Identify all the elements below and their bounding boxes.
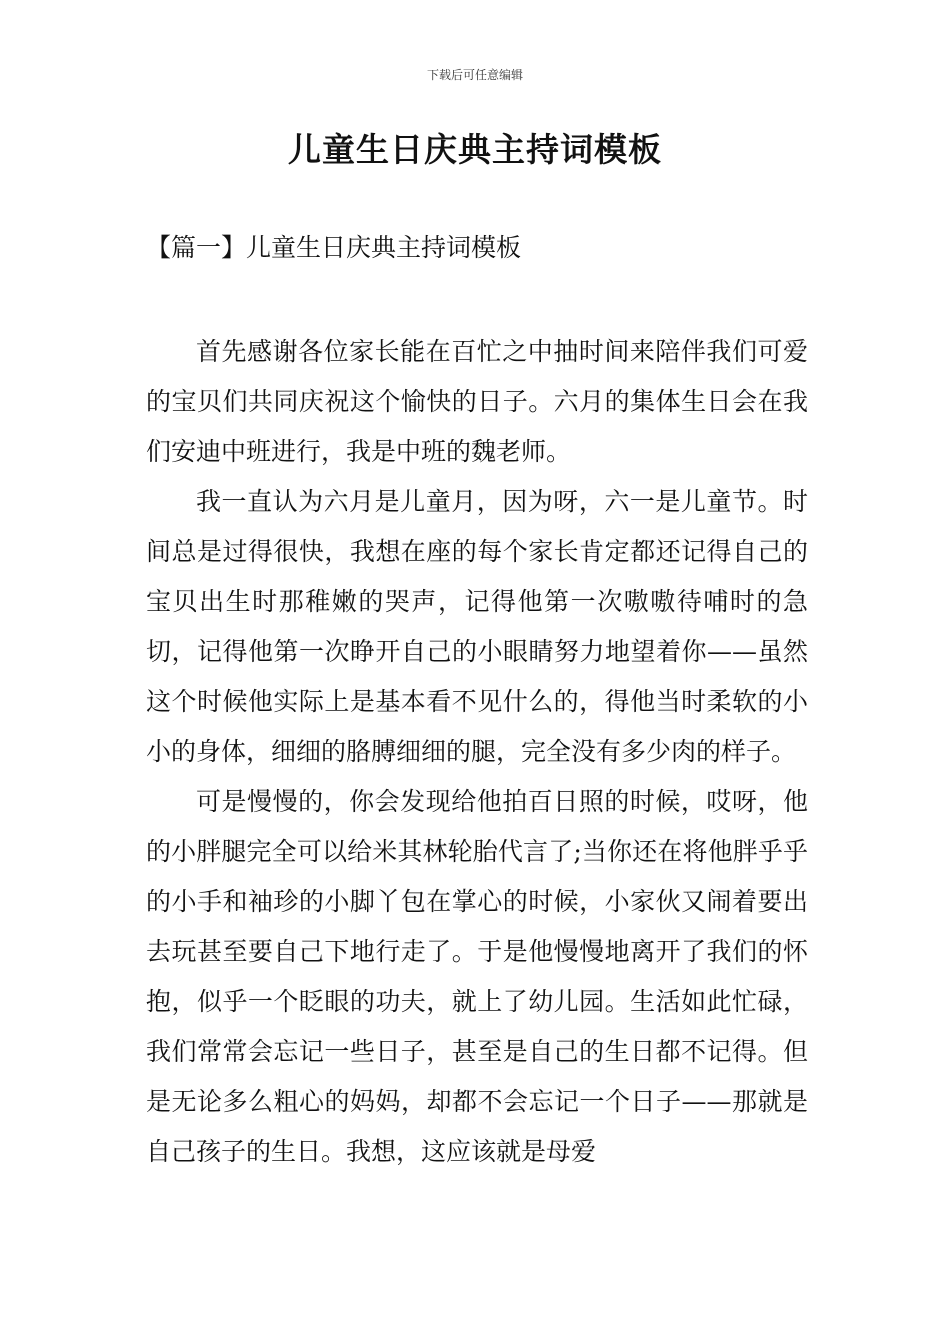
document-title: 儿童生日庆典主持词模板	[288, 130, 662, 169]
document-body	[146, 327, 808, 1177]
paragraph: 首先感谢各位家长能在百忙之中抽时间来陪伴我们可爱的宝贝们共同庆祝这个愉快的日子。六月的集体生日会在我们安迪中班进行，我是中班的魏老师。	[146, 337, 808, 466]
section-heading: 【篇一】儿童生日庆典主持词模板	[146, 233, 522, 262]
paragraph: 我一直认为六月是儿童月，因为呀，六一是儿童节。时间总是过得很快，我想在座的每个家长肯定都还记得自己的宝贝出生时那稚嫩的哭声，记得他第一次嗷嗷待哺时的急切，记得他第一次睁开自己的小眼睛努力地望着你——虽然这个时候他实际上是基本看不见什么的，得他当时柔软的小小的身体，细细的胳膊细细的腿，完全没有多少肉的样子。	[146, 487, 808, 766]
header-note: 下载后可任意编辑	[426, 68, 523, 82]
paragraph: 可是慢慢的，你会发现给他拍百日照的时候，哎呀，他的小胖腿完全可以给米其林轮胎代言了;当你还在将他胖乎乎的小手和袖珍的小脚丫包在掌心的时候，小家伙又闹着要出去玩甚至要自己下地行走了。于是他慢慢地离开了我们的怀抱，似乎一个眨眼的功夫，就上了幼儿园。生活如此忙碌，我们常常会忘记一些日子，甚至是自己的生日都不记得。但是无论多么粗心的妈妈，却都不会忘记一个日子——那就是自己孩子的生日。我想，这应该就是母爱	[146, 787, 808, 1166]
